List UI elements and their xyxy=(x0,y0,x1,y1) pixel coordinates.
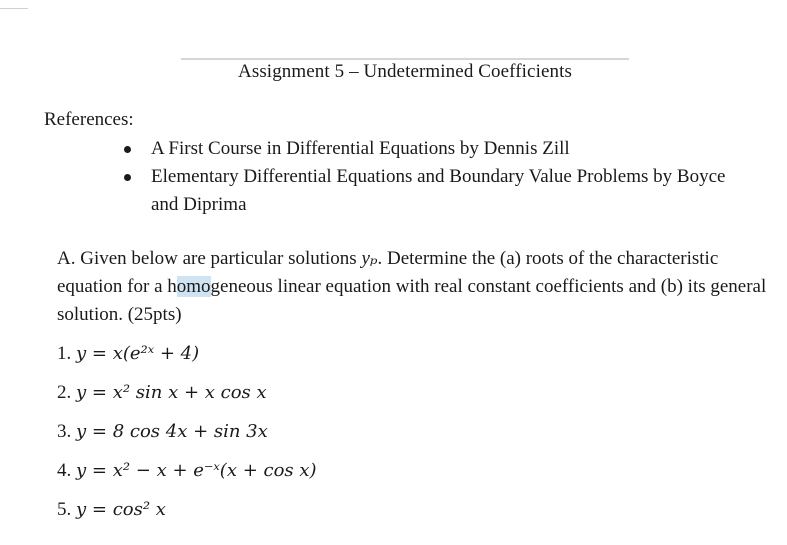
problem-number: 2. xyxy=(57,382,72,403)
references-heading: References: xyxy=(44,109,134,130)
problem-list xyxy=(57,340,317,535)
problem-equation: y = 8 cos 4x + sin 3x xyxy=(76,421,268,442)
problem-number: 4. xyxy=(57,460,72,481)
bullet-icon xyxy=(124,146,131,153)
corner-rule xyxy=(0,8,28,9)
section-a-text-1: A. Given below are particular solutions xyxy=(57,248,362,269)
problem-number: 3. xyxy=(57,421,72,442)
section-a-text-2: . Determine the (a) roots of the characteristic equation for a h xyxy=(57,248,719,297)
problem-number: 1. xyxy=(57,343,72,364)
reference-text: Elementary Differential Equations and Boundary Value Problems by Boyce and Diprima xyxy=(151,166,726,215)
section-a-instructions xyxy=(57,245,767,329)
bullet-icon xyxy=(124,174,131,181)
text-selection-highlight[interactable]: omo xyxy=(176,276,211,297)
problem-equation: y = x² − x + e⁻ˣ(x + cos x) xyxy=(76,460,317,481)
title-block xyxy=(181,58,629,82)
section-a-text-3: geneous linear equation with real constant coefficients and (b) its general solution. (25pts) xyxy=(57,276,767,325)
page-title: Assignment 5 – Undetermined Coefficients xyxy=(238,61,572,82)
problem-item xyxy=(57,379,317,418)
reference-text: A First Course in Differential Equations by Dennis Zill xyxy=(151,138,570,159)
references-list xyxy=(108,135,741,219)
problem-item xyxy=(57,457,317,496)
reference-item xyxy=(108,163,741,219)
problem-equation: y = x(e²ˣ + 4) xyxy=(76,343,200,364)
reference-item xyxy=(108,135,741,163)
problem-item xyxy=(57,418,317,457)
problem-item xyxy=(57,496,317,535)
problem-item xyxy=(57,340,317,379)
problem-equation: y = x² sin x + x cos x xyxy=(76,382,267,403)
particular-solution-symbol: yₚ xyxy=(361,248,378,269)
problem-number: 5. xyxy=(57,499,72,520)
problem-equation: y = cos² x xyxy=(76,499,166,520)
